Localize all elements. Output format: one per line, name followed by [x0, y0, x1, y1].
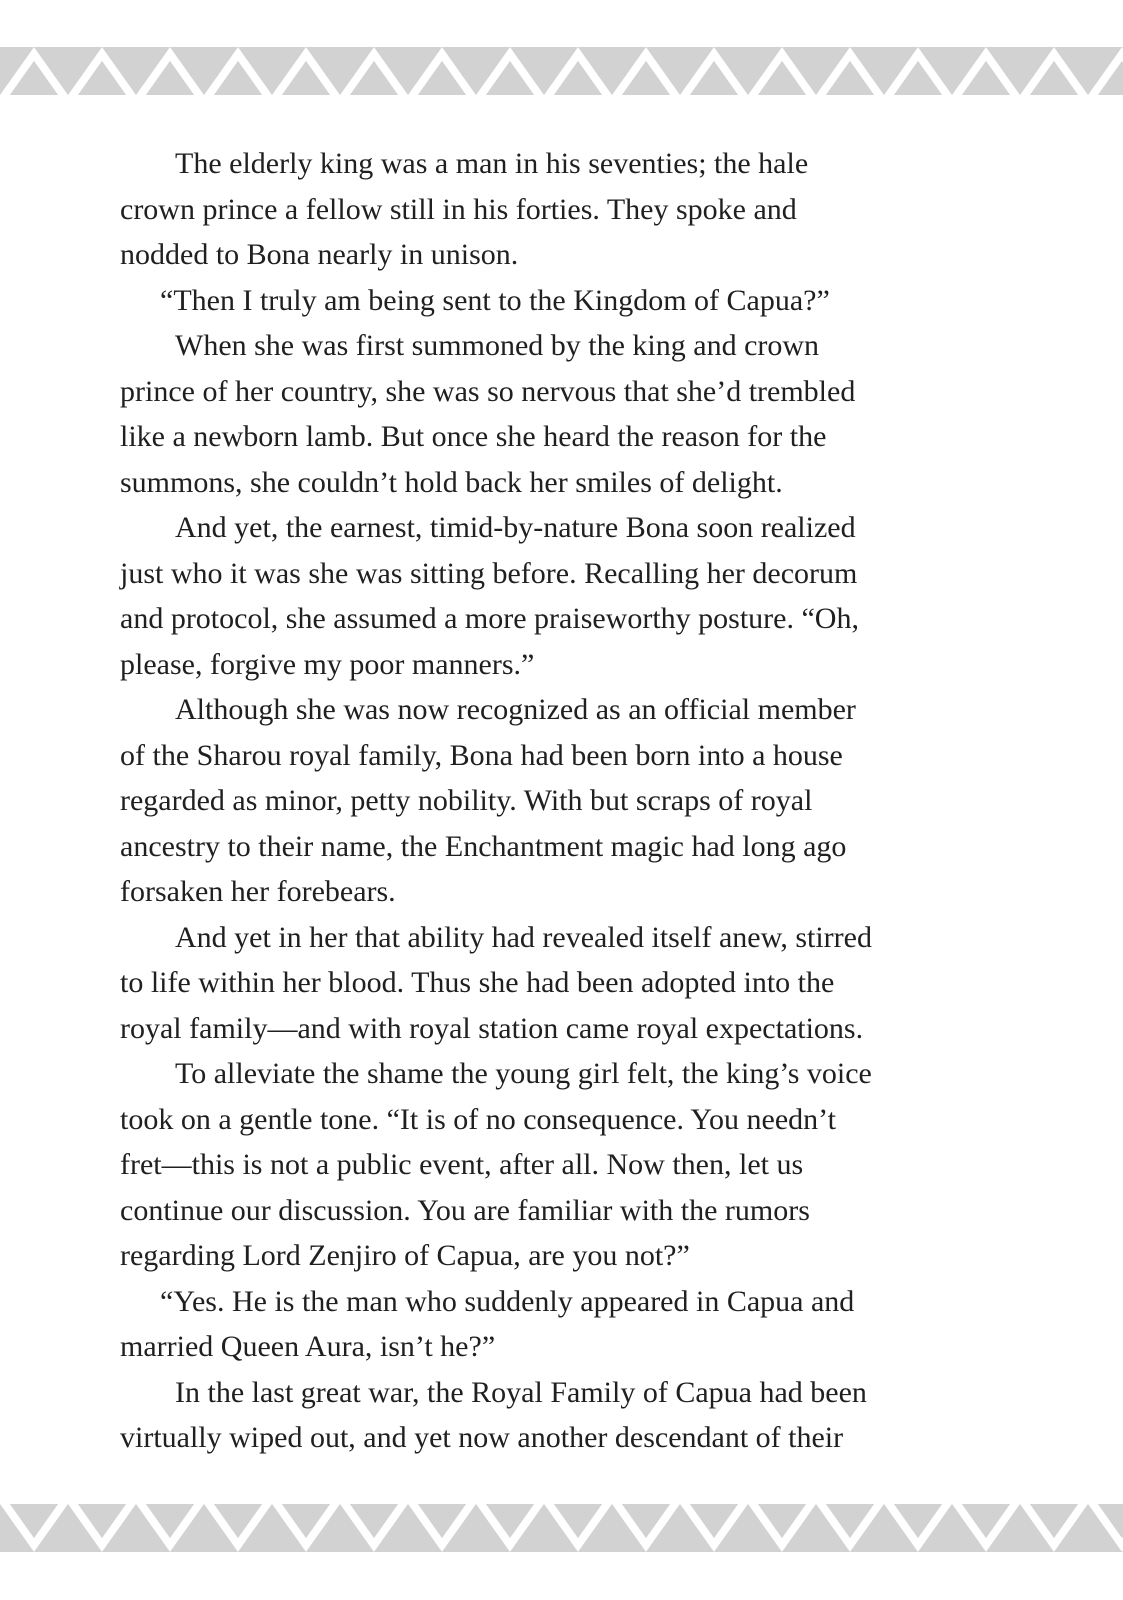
text-line: ancestry to their name, the Enchantment magic had long ago [120, 829, 847, 863]
text-line: forsaken her forebears. [120, 875, 396, 908]
text-line: prince of her country, she was so nervous that she’d trembled [120, 374, 856, 408]
text-line: married Queen Aura, isn’t he?” [120, 1330, 496, 1363]
paragraph [120, 278, 1015, 324]
text-line: When she was first summoned by the king and crown [175, 329, 820, 362]
text-line: took on a gentle tone. “It is of no consequence. You needn’t [120, 1102, 836, 1136]
paragraph [120, 687, 1015, 915]
text-line: fret—this is not a public event, after all. Now then, let us [120, 1148, 804, 1181]
text-line: to life within her blood. Thus she had been adopted into the [120, 966, 835, 999]
text-line: of the Sharou royal family, Bona had been born into a house [120, 738, 843, 772]
paragraph [120, 141, 1015, 278]
text-line: regarding Lord Zenjiro of Capua, are you not?” [120, 1239, 690, 1272]
triangle-border-top [0, 47, 1123, 95]
paragraph [120, 505, 1015, 687]
text-line: To alleviate the shame the young girl felt, the king’s voice [175, 1057, 872, 1090]
text-line: The elderly king was a man in his seventies; the hale [175, 147, 809, 180]
text-line: and protocol, she assumed a more praiseworthy posture. “Oh, [120, 602, 859, 635]
text-line: And yet in her that ability had revealed itself anew, stirred [175, 920, 872, 954]
text-line: Although she was now recognized as an official member [175, 693, 856, 726]
text-line: royal family—and with royal station came royal expectations. [120, 1011, 864, 1045]
text-line: summons, she couldn’t hold back her smiles of delight. [120, 465, 783, 499]
page-text [120, 141, 1015, 1461]
text-line: virtually wiped out, and yet now another descendant of their [120, 1421, 844, 1454]
paragraph [120, 915, 1015, 1052]
triangle-border-bottom [0, 1504, 1123, 1552]
text-line: like a newborn lamb. But once she heard the reason for the [120, 420, 827, 453]
paragraph [120, 1279, 1015, 1370]
text-line: crown prince a fellow still in his forties. They spoke and [120, 192, 797, 226]
text-line: And yet, the earnest, timid-by-nature Bona soon realized [175, 511, 856, 544]
text-line: please, forgive my poor manners.” [120, 647, 535, 681]
paragraph [120, 1051, 1015, 1279]
text-line: In the last great war, the Royal Family of Capua had been [175, 1375, 867, 1409]
text-line: “Then I truly am being sent to the Kingdom of Capua?” [160, 283, 830, 317]
text-line: nodded to Bona nearly in unison. [120, 238, 519, 271]
paragraph [120, 323, 1015, 505]
paragraph [120, 1370, 1015, 1461]
text-line: “Yes. He is the man who suddenly appeared in Capua and [160, 1284, 855, 1318]
text-line: regarded as minor, petty nobility. With but scraps of royal [120, 784, 813, 817]
text-line: continue our discussion. You are familiar with the rumors [120, 1193, 810, 1227]
text-line: just who it was she was sitting before. Recalling her decorum [120, 556, 858, 590]
